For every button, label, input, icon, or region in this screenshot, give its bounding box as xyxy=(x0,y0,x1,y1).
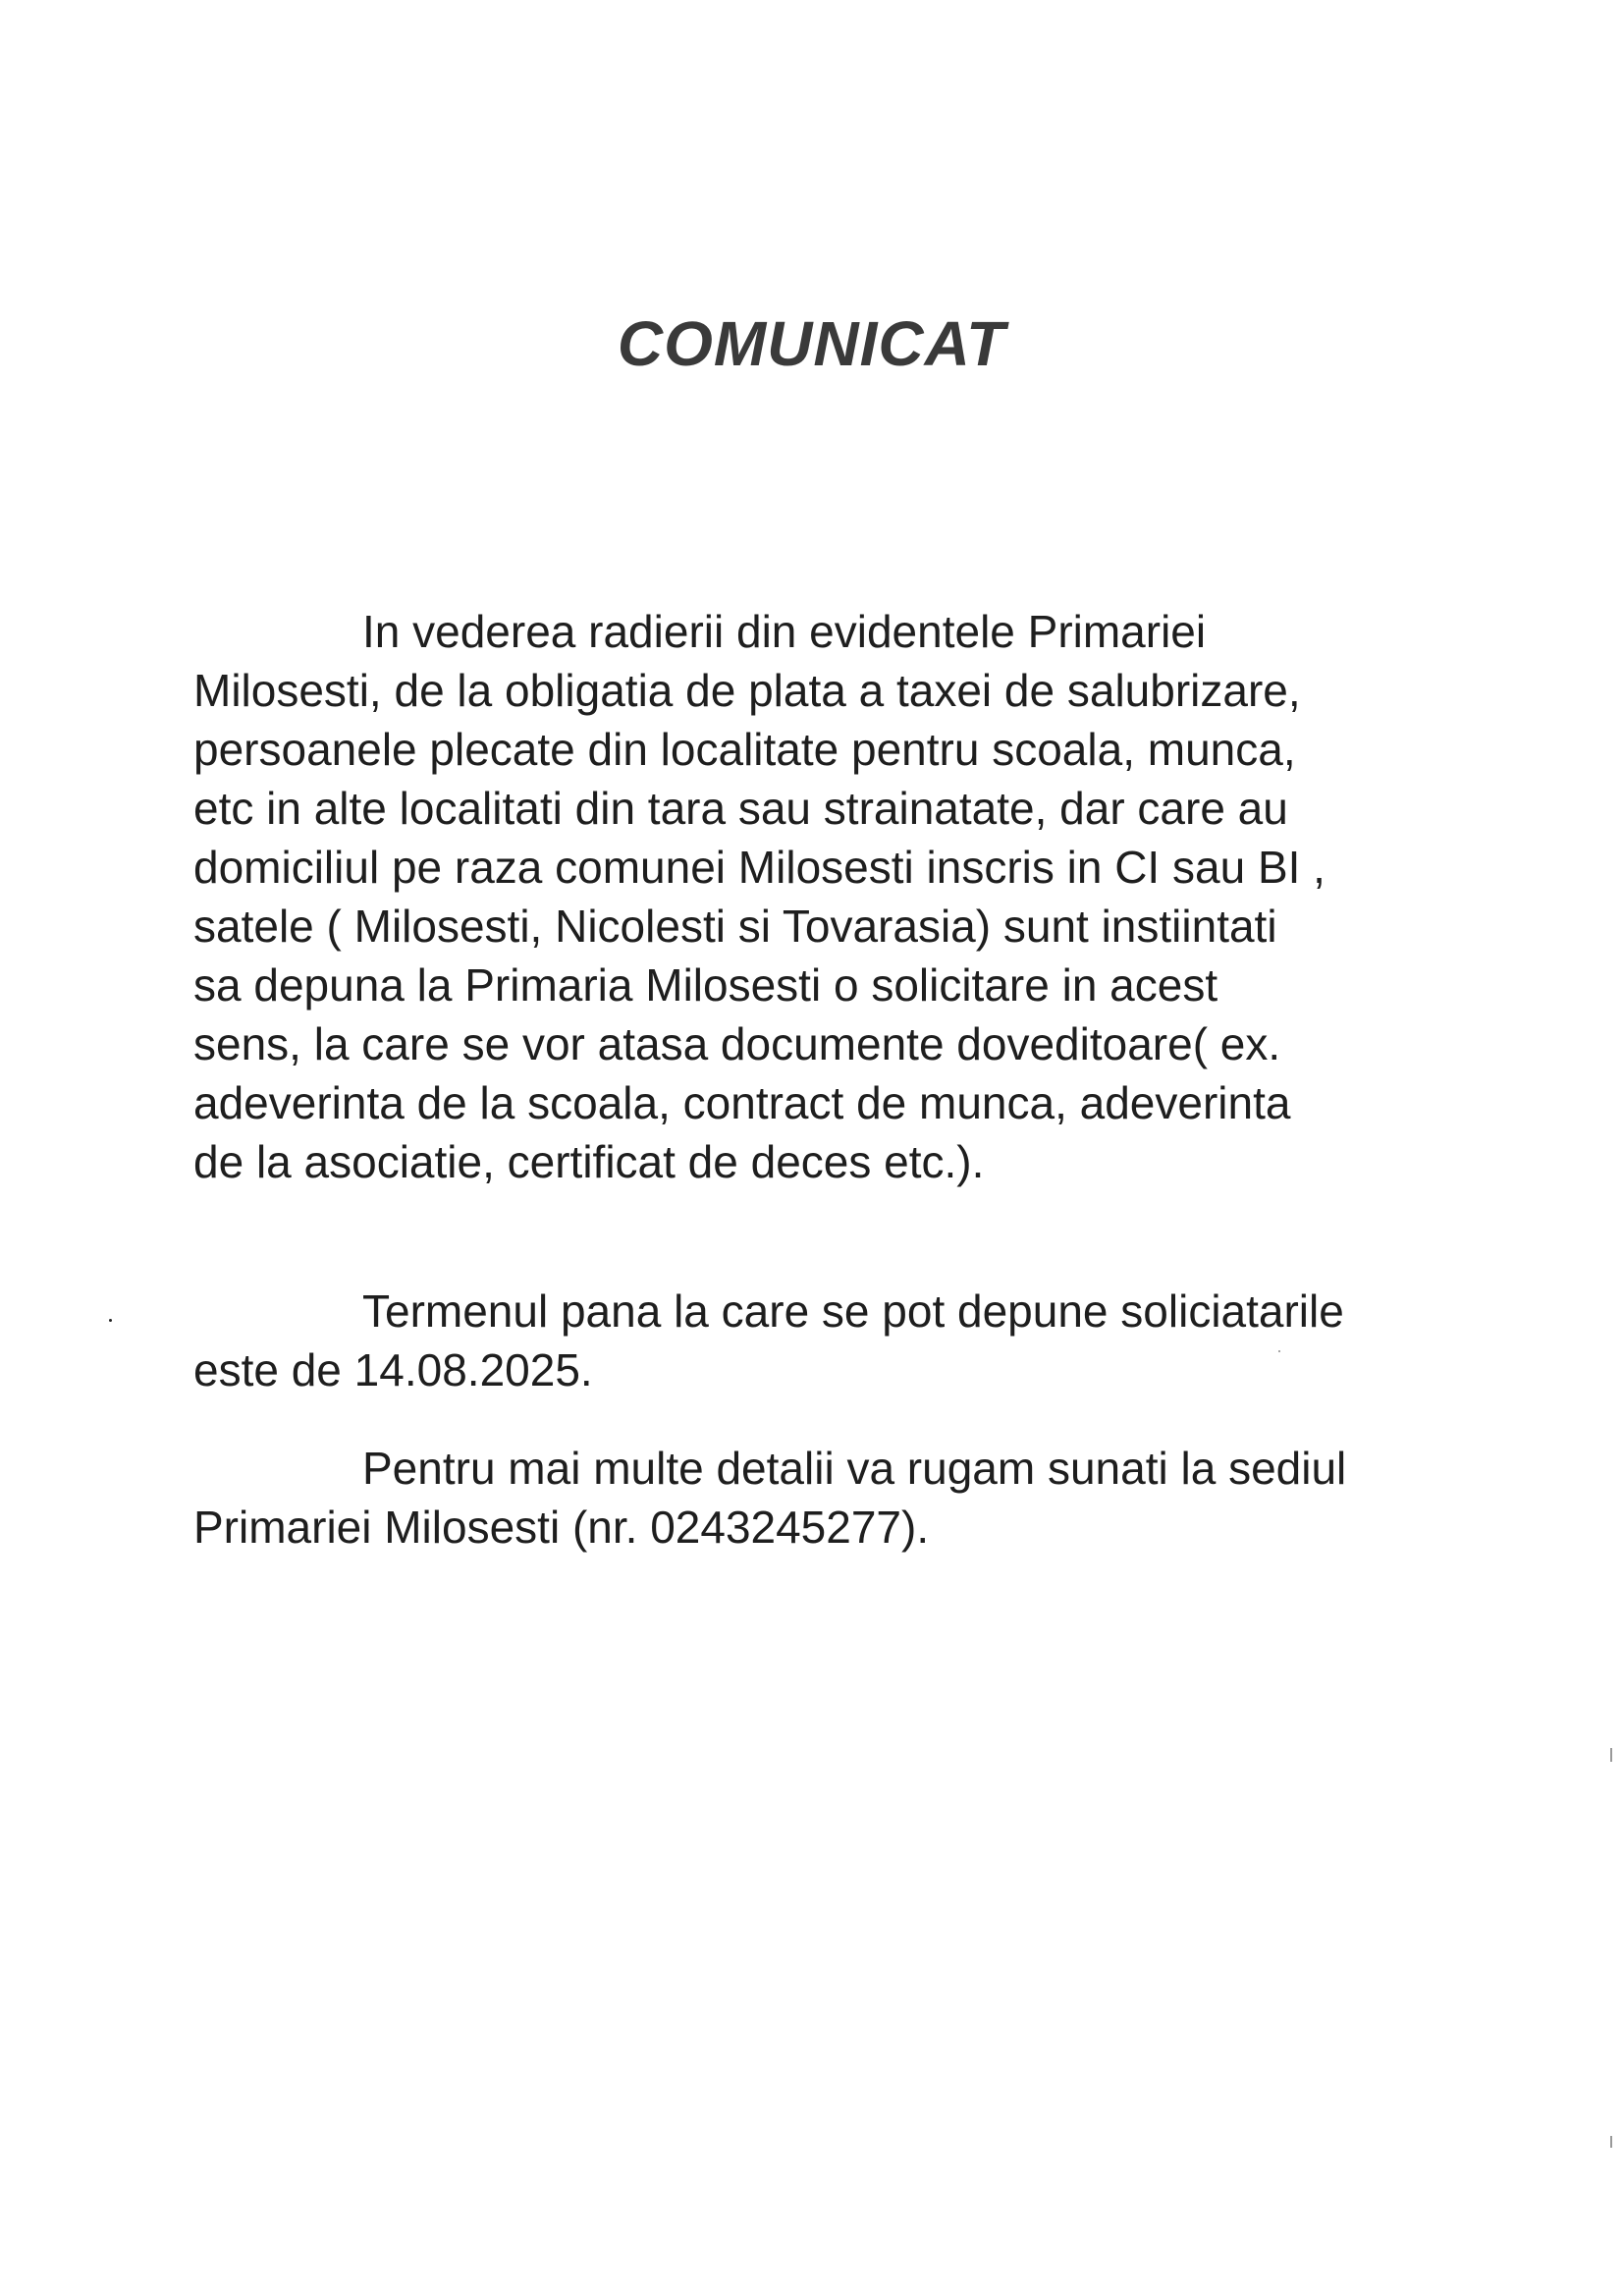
paragraph-line: Primariei Milosesti (nr. 0243245277). xyxy=(193,1502,930,1553)
scan-speck xyxy=(1278,1350,1280,1352)
paragraph-line: sens, la care se vor atasa documente doveditoare( ex. xyxy=(193,1018,1281,1069)
paragraph-line: sa depuna la Primaria Milosesti o solicitare in acest xyxy=(193,959,1218,1011)
scan-speck xyxy=(109,1319,112,1322)
paragraph-contact xyxy=(193,1439,1411,1557)
paragraph-radiere xyxy=(193,602,1411,1191)
document-title: COMUNICAT xyxy=(617,308,1006,379)
paragraph-line: etc in alte localitati din tara sau strainatate, dar care au xyxy=(193,783,1288,834)
paragraph-line: persoanele plecate din localitate pentru scoala, munca, xyxy=(193,724,1296,775)
scan-edge-mark xyxy=(1610,1748,1612,1762)
paragraph-deadline xyxy=(193,1282,1411,1399)
paragraph-line: Pentru mai multe detalii va rugam sunati la sediul xyxy=(362,1443,1347,1494)
paragraph-line: Milosesti, de la obligatia de plata a taxei de salubrizare, xyxy=(193,665,1301,716)
paragraph-line: adeverinta de la scoala, contract de munca, adeverinta xyxy=(193,1077,1291,1128)
paragraph-line: Termenul pana la care se pot depune soliciatarile xyxy=(362,1285,1344,1337)
paragraph-line: domiciliul pe raza comunei Milosesti inscris in CI sau BI , xyxy=(193,842,1325,893)
paragraph-line: este de 14.08.2025. xyxy=(193,1344,593,1395)
paragraph-line: de la asociatie, certificat de deces etc.). xyxy=(193,1136,985,1187)
scan-edge-mark xyxy=(1610,2136,1612,2148)
paragraph-line: satele ( Milosesti, Nicolesti si Tovarasia) sunt instiintati xyxy=(193,901,1277,952)
paragraph-line: In vederea radierii din evidentele Primariei xyxy=(362,606,1207,657)
